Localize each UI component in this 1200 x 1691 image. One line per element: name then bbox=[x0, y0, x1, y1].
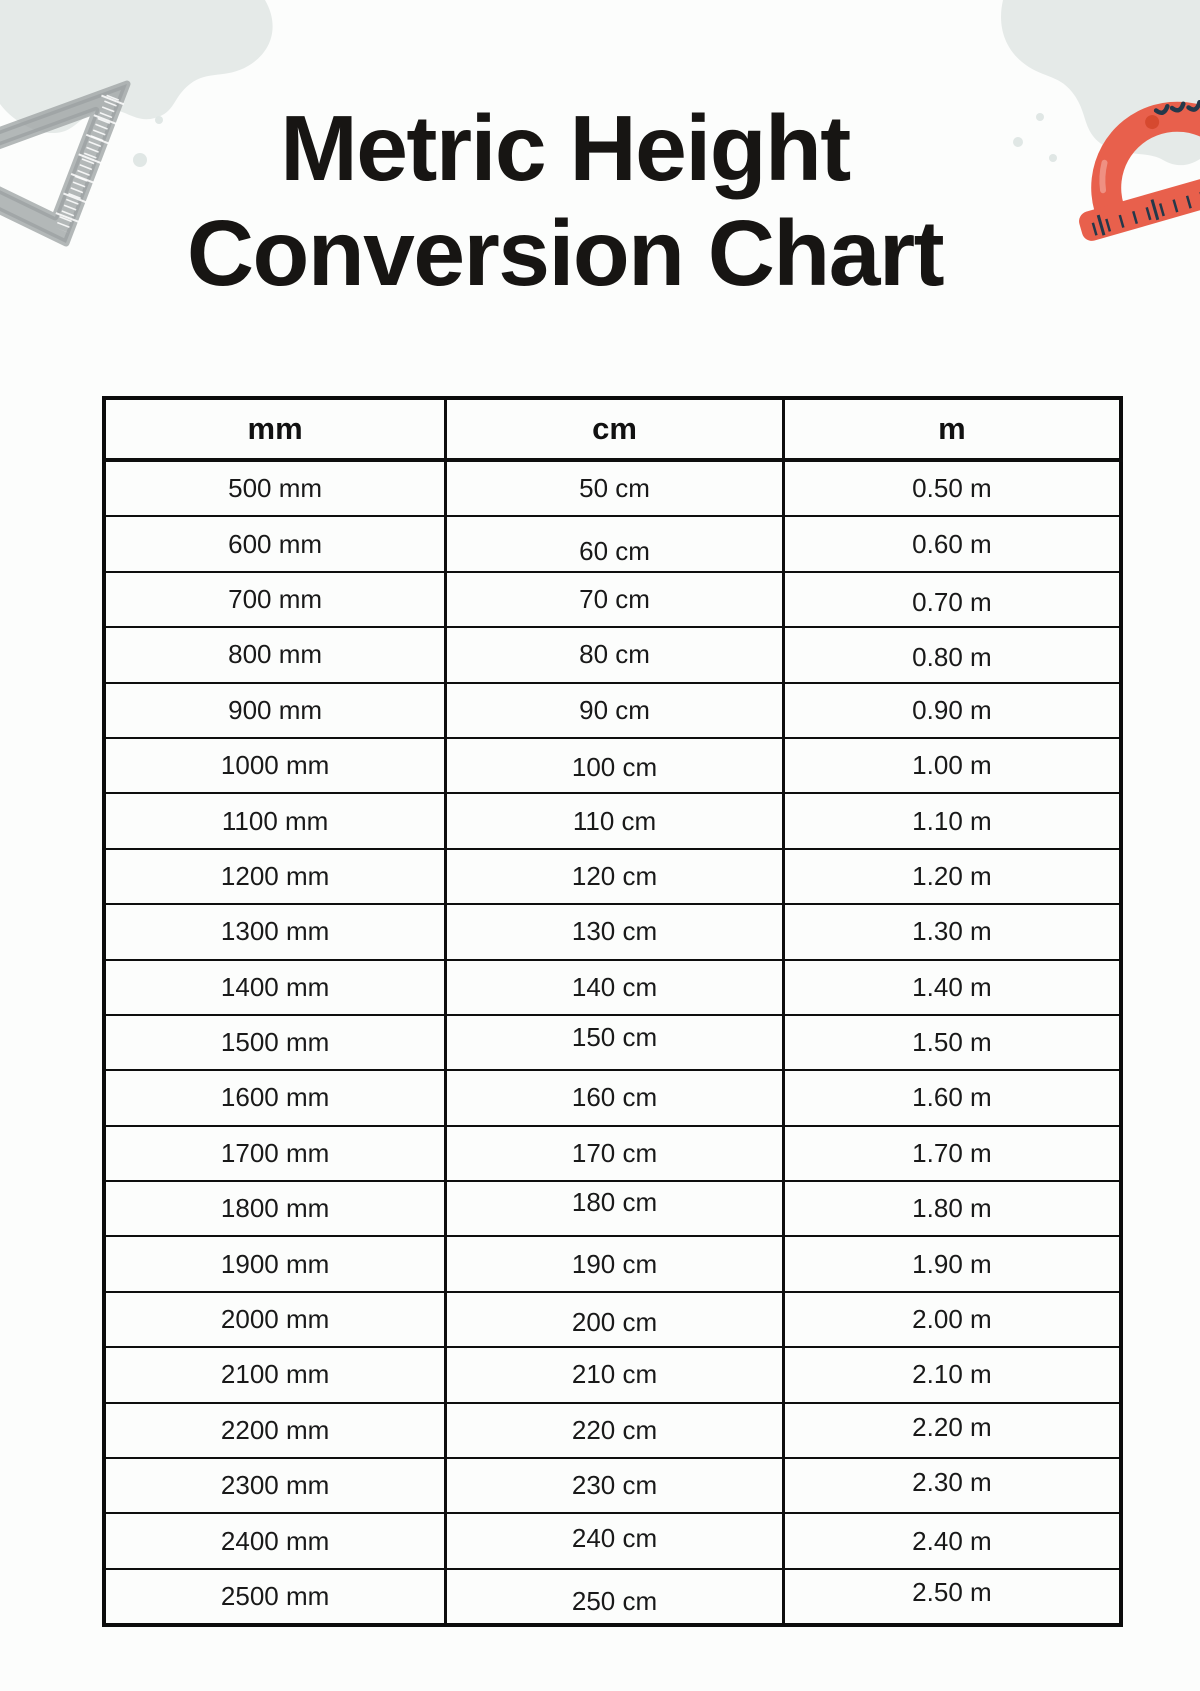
cm-cell bbox=[446, 1458, 784, 1513]
mm-cell bbox=[104, 849, 446, 904]
table-row bbox=[104, 627, 1121, 682]
cell-value: 1.40 m bbox=[912, 971, 992, 1002]
m-cell bbox=[783, 683, 1121, 738]
m-cell bbox=[783, 1070, 1121, 1125]
cell-value: 1100 mm bbox=[221, 805, 329, 836]
mm-cell bbox=[104, 1292, 446, 1347]
mm-cell bbox=[104, 793, 446, 848]
cell-value: 200 cm bbox=[571, 1307, 658, 1338]
cell-value: 2100 mm bbox=[220, 1359, 330, 1390]
page-title-line1: Metric Height bbox=[280, 96, 850, 200]
cell-value: 600 mm bbox=[228, 528, 323, 559]
cell-value: 150 cm bbox=[571, 1022, 658, 1053]
cell-value: 70 cm bbox=[579, 583, 650, 614]
cm-cell bbox=[446, 1181, 784, 1236]
cell-value: 2.30 m bbox=[912, 1467, 992, 1498]
cm-cell bbox=[446, 683, 784, 738]
mm-cell bbox=[104, 960, 446, 1015]
cm-cell bbox=[446, 849, 784, 904]
cell-value: 0.90 m bbox=[912, 694, 992, 725]
m-cell bbox=[783, 572, 1121, 627]
table-header-row bbox=[104, 398, 1121, 460]
cell-value: 240 cm bbox=[571, 1522, 658, 1553]
cell-value: 2.10 m bbox=[912, 1359, 992, 1390]
cell-value: 2.00 m bbox=[912, 1304, 992, 1335]
cell-value: 0.70 m bbox=[912, 586, 992, 617]
cell-value: 1300 mm bbox=[220, 916, 330, 947]
cell-value: 2200 mm bbox=[220, 1414, 330, 1445]
table-row bbox=[104, 738, 1121, 793]
m-cell bbox=[783, 460, 1121, 516]
mm-cell bbox=[104, 904, 446, 959]
cell-value: 1.80 m bbox=[912, 1193, 992, 1224]
table-row bbox=[104, 1347, 1121, 1402]
cm-cell bbox=[446, 738, 784, 793]
cell-value: 170 cm bbox=[571, 1137, 658, 1168]
cell-value: 900 mm bbox=[228, 694, 323, 725]
cell-value: 1.30 m bbox=[912, 916, 992, 947]
mm-cell bbox=[104, 1236, 446, 1291]
cell-value: 90 cm bbox=[579, 694, 650, 725]
m-cell bbox=[783, 793, 1121, 848]
cell-value: 230 cm bbox=[571, 1470, 658, 1501]
table-header bbox=[104, 398, 1121, 460]
table-row bbox=[104, 460, 1121, 516]
mm-cell bbox=[104, 1126, 446, 1181]
m-cell bbox=[783, 738, 1121, 793]
cell-value: 0.60 m bbox=[912, 528, 992, 559]
cell-value: 250 cm bbox=[571, 1586, 658, 1616]
m-cell bbox=[783, 1181, 1121, 1236]
table-row bbox=[104, 1126, 1121, 1181]
cm-cell bbox=[446, 460, 784, 516]
m-cell bbox=[783, 516, 1121, 571]
cell-value: 100 cm bbox=[571, 752, 658, 783]
cell-value: 220 cm bbox=[571, 1414, 658, 1445]
cell-value: 2.20 m bbox=[912, 1411, 992, 1442]
mm-cell bbox=[104, 1015, 446, 1070]
cell-value: 60 cm bbox=[579, 535, 650, 566]
cell-value: 1.10 m bbox=[912, 805, 992, 836]
m-cell bbox=[783, 1015, 1121, 1070]
cell-value: 1800 mm bbox=[220, 1193, 330, 1224]
cm-cell bbox=[446, 960, 784, 1015]
m-cell bbox=[783, 1236, 1121, 1291]
cm-cell bbox=[446, 516, 784, 571]
cell-value: 0.80 m bbox=[912, 642, 992, 673]
cell-value: 1000 mm bbox=[220, 750, 330, 781]
cell-value: 800 mm bbox=[228, 639, 323, 670]
table-row bbox=[104, 572, 1121, 627]
header-m: m bbox=[783, 398, 1121, 460]
cm-cell bbox=[446, 1292, 784, 1347]
cm-cell bbox=[446, 1126, 784, 1181]
table-row bbox=[104, 960, 1121, 1015]
table-row bbox=[104, 683, 1121, 738]
cell-value: 700 mm bbox=[228, 583, 323, 614]
m-cell bbox=[783, 1458, 1121, 1513]
cm-cell bbox=[446, 1236, 784, 1291]
mm-cell bbox=[104, 1070, 446, 1125]
cell-value: 80 cm bbox=[579, 639, 650, 670]
table-row bbox=[104, 1015, 1121, 1070]
table-row bbox=[104, 1403, 1121, 1458]
cm-cell bbox=[446, 627, 784, 682]
mm-cell bbox=[104, 1347, 446, 1402]
mm-cell bbox=[104, 516, 446, 571]
cell-value: 120 cm bbox=[571, 860, 658, 891]
cell-value: 1700 mm bbox=[220, 1137, 330, 1168]
table-row bbox=[104, 1236, 1121, 1291]
cell-value: 2000 mm bbox=[220, 1304, 330, 1335]
cell-value: 1600 mm bbox=[220, 1082, 330, 1113]
conversion-table bbox=[102, 396, 1123, 1627]
cell-value: 1.00 m bbox=[912, 750, 992, 781]
cm-cell bbox=[446, 904, 784, 959]
header-mm: mm bbox=[104, 398, 446, 460]
table-row bbox=[104, 1070, 1121, 1125]
table-row bbox=[104, 1458, 1121, 1513]
page-title bbox=[0, 96, 1130, 306]
cm-cell bbox=[446, 1513, 784, 1568]
table-row bbox=[104, 904, 1121, 959]
mm-cell bbox=[104, 738, 446, 793]
m-cell bbox=[783, 960, 1121, 1015]
cell-value: 2300 mm bbox=[220, 1470, 330, 1501]
table-row bbox=[104, 1292, 1121, 1347]
mm-cell bbox=[104, 572, 446, 627]
cell-value: 1.50 m bbox=[912, 1027, 992, 1058]
mm-cell bbox=[104, 1403, 446, 1458]
mm-cell bbox=[104, 1458, 446, 1513]
cell-value: 190 cm bbox=[571, 1248, 658, 1279]
m-cell bbox=[783, 849, 1121, 904]
cm-cell bbox=[446, 793, 784, 848]
table-row bbox=[104, 849, 1121, 904]
mm-cell bbox=[104, 1181, 446, 1236]
cell-value: 2.50 m bbox=[912, 1577, 992, 1607]
table-row bbox=[104, 1569, 1121, 1625]
cell-value: 110 cm bbox=[572, 805, 657, 836]
table-row bbox=[104, 516, 1121, 571]
mm-cell bbox=[104, 1569, 446, 1625]
m-cell bbox=[783, 1403, 1121, 1458]
cm-cell bbox=[446, 1347, 784, 1402]
cell-value: 2400 mm bbox=[220, 1525, 330, 1556]
table-row bbox=[104, 793, 1121, 848]
cm-cell bbox=[446, 1070, 784, 1125]
cm-cell bbox=[446, 1015, 784, 1070]
cell-value: 2.40 m bbox=[912, 1525, 992, 1556]
m-cell bbox=[783, 627, 1121, 682]
cell-value: 160 cm bbox=[571, 1082, 658, 1113]
m-cell bbox=[783, 1292, 1121, 1347]
cell-value: 1.60 m bbox=[912, 1082, 992, 1113]
header-cm: cm bbox=[446, 398, 784, 460]
cell-value: 500 mm bbox=[228, 473, 323, 504]
cell-value: 2500 mm bbox=[220, 1581, 330, 1611]
cell-value: 1500 mm bbox=[220, 1027, 330, 1058]
cell-value: 1.20 m bbox=[912, 860, 992, 891]
cell-value: 50 cm bbox=[579, 473, 650, 504]
cell-value: 180 cm bbox=[571, 1187, 658, 1218]
cell-value: 1200 mm bbox=[220, 860, 330, 891]
cm-cell bbox=[446, 1569, 784, 1625]
m-cell bbox=[783, 1569, 1121, 1625]
mm-cell bbox=[104, 1513, 446, 1568]
mm-cell bbox=[104, 460, 446, 516]
page-title-line2: Conversion Chart bbox=[186, 201, 944, 305]
cell-value: 1.90 m bbox=[912, 1248, 992, 1279]
table-body bbox=[104, 460, 1121, 1625]
m-cell bbox=[783, 1347, 1121, 1402]
m-cell bbox=[783, 1126, 1121, 1181]
cell-value: 1900 mm bbox=[220, 1248, 330, 1279]
cell-value: 0.50 m bbox=[912, 473, 992, 504]
mm-cell bbox=[104, 627, 446, 682]
m-cell bbox=[783, 904, 1121, 959]
table-row bbox=[104, 1513, 1121, 1568]
cell-value: 1400 mm bbox=[220, 971, 330, 1002]
cell-value: 210 cm bbox=[571, 1359, 658, 1390]
cell-value: 1.70 m bbox=[912, 1137, 992, 1168]
mm-cell bbox=[104, 683, 446, 738]
cell-value: 130 cm bbox=[571, 916, 658, 947]
table-row bbox=[104, 1181, 1121, 1236]
m-cell bbox=[783, 1513, 1121, 1568]
cm-cell bbox=[446, 1403, 784, 1458]
cm-cell bbox=[446, 572, 784, 627]
cell-value: 140 cm bbox=[571, 971, 658, 1002]
